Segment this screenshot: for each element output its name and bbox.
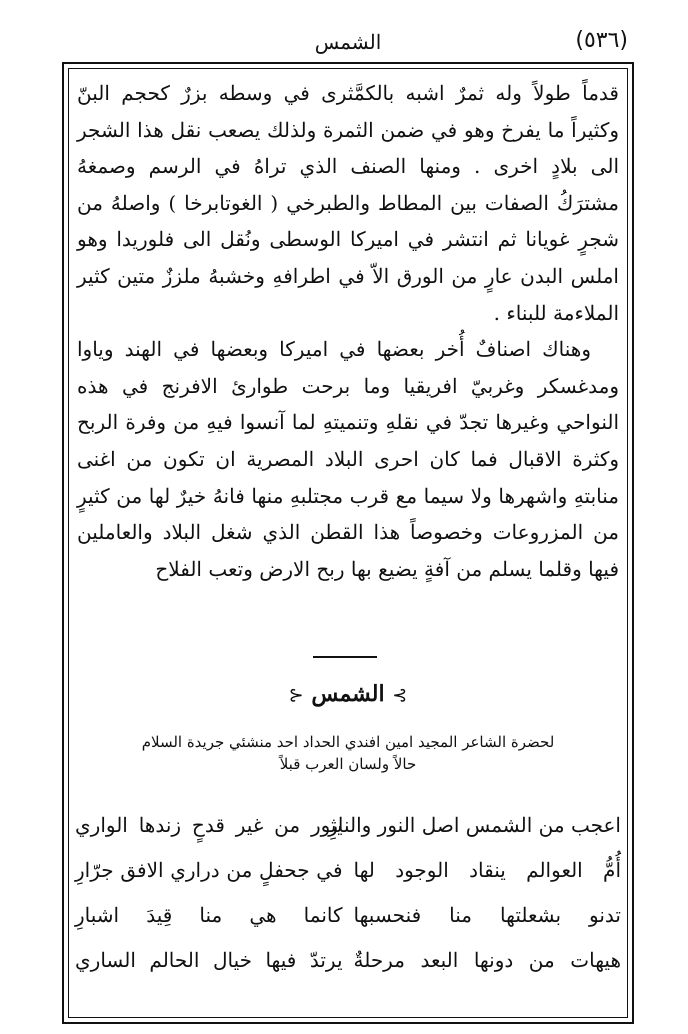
article-body	[77, 75, 619, 587]
verse	[75, 893, 621, 938]
running-title: الشمس	[314, 30, 382, 54]
paragraph: وهناك اصنافٌ أُخر بعضها في اميركا وبعضها في الهند وياوا ومدغسكر وغربيّ افريقيا وما برحت طوارئ الافرنج في هذه النواحي وغيرها تجدّ في نقلهِ وتنميتهِ لما آنسوا فيهِ من وفرة الربح وكثرة الاقبال فما كان احرى البلاد المصرية ان تكون من اغنى منابتهِ واشهرها ولا سيما مع قرب مجتلبهِ منها فانهُ خيرٌ لها من كثيرٍ من المزروعات وخصوصاً هذا القطن الذي شغل البلاد والعاملين فيها وقلما يسلم من آفةٍ يضيع بها ربح الارض وتعب الفلاح	[77, 337, 619, 581]
hemistich-right: اعجب من الشمس اصل النور والنارِ	[328, 813, 621, 837]
hemistich-right: هيهات من دونها البعد مرحلةٌ	[353, 948, 621, 972]
page-number: (٥٣٦)	[575, 28, 628, 53]
page-frame	[62, 62, 634, 1024]
verse	[75, 803, 621, 848]
hemistich-left: يثور من غير قدحٍ زندها الواري	[75, 813, 343, 837]
page-header	[68, 28, 628, 62]
hemistich-left: يرتدّ فيها خيال الحالم الساري	[75, 948, 343, 972]
hemistich-right: تدنو بشعلتها منا فنحسبها	[353, 903, 621, 927]
hemistich-right: أُمُّ العوالم ينقاد الوجود لها	[353, 858, 621, 882]
ornament-right-icon: ⊱	[392, 685, 408, 706]
verse	[75, 938, 621, 983]
hemistich-left: كانما هي منا قِيدَ اشبارِ	[75, 903, 343, 927]
poem-attribution	[79, 731, 617, 775]
poem-title-text: الشمس	[311, 681, 385, 707]
verse	[75, 848, 621, 893]
attribution-line: حالاً ولسان العرب قبلاً	[279, 755, 417, 773]
poem-verses	[75, 803, 621, 983]
poem-title	[69, 681, 627, 707]
page-frame-inner	[68, 68, 628, 1018]
hemistich-left: في جحفلٍ من دراري الافق جرّارِ	[75, 858, 343, 882]
paragraph: قدماً طولاً وله ثمرٌ اشبه بالكمَّثرى في وسطه بزرٌ كحجم البنّ وكثيراً ما يفرخ وهو في ضمن الثمرة ولذلك يصعب نقل هذا الشجر الى بلادٍ اخرى . ومنها الصنف الذي تراهُ في الرسم وصمغهُ مشترَكُ الصفات بين المطاط والطبرخي ( الغوتابرخا ) واصلهُ من شجرٍ غويانا ثم انتشر في اميركا الوسطى ونُقل الى فلوريدا وهو املس البدن عارٍ من الورق الاّ في اطرافهِ وخشبهُ ملززٌ متين كثير الملاءمة للبناء .	[77, 81, 619, 325]
section-divider	[313, 656, 377, 658]
ornament-left-icon: ⊰	[288, 685, 304, 706]
attribution-line: لحضرة الشاعر المجيد امين افندي الحداد احد منشئي جريدة السلام	[141, 733, 555, 751]
